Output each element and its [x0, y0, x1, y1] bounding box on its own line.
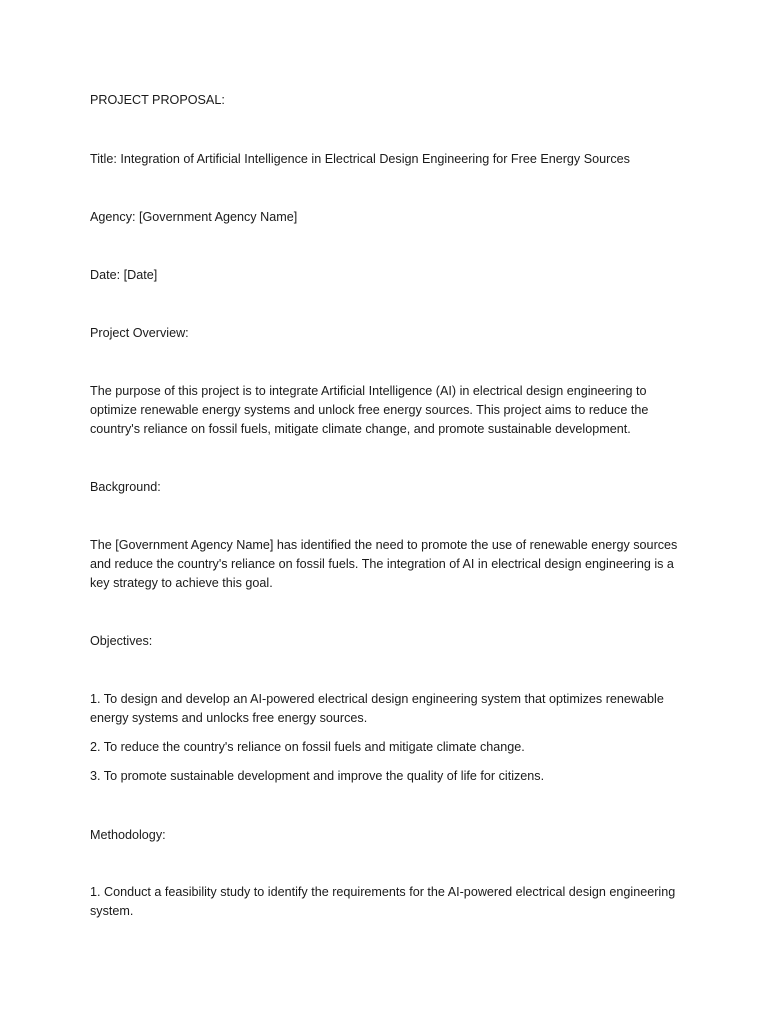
methodology-item: 1. Conduct a feasibility study to identify the requirements for the AI-powered electrical design engineering system. — [90, 885, 676, 918]
methodology-heading: Methodology: — [90, 828, 166, 842]
agency-line: Agency: [Government Agency Name] — [90, 210, 298, 224]
methodology-list — [90, 883, 685, 931]
objective-item: 2. To reduce the country's reliance on fossil fuels and mitigate climate change. — [90, 740, 525, 754]
background-paragraph: The [Government Agency Name] has identified the need to promote the use of renewable energy sources and reduce the country's reliance on fossil fuels. The integration of AI in electrical design engineering is a key strategy to achieve this goal. — [90, 538, 678, 590]
proposal-title: Title: Integration of Artificial Intelligence in Electrical Design Engineering for Free Energy Sources — [90, 152, 630, 166]
proposal-heading: PROJECT PROPOSAL: — [90, 93, 225, 107]
overview-paragraph: The purpose of this project is to integrate Artificial Intelligence (AI) in electrical design engineering to optimize renewable energy systems and unlock free energy sources. This project aims to reduce the country's reliance on fossil fuels, mitigate climate change, and promote sustainable development. — [90, 384, 649, 436]
overview-heading: Project Overview: — [90, 326, 189, 340]
background-heading: Background: — [90, 480, 161, 494]
objective-item: 3. To promote sustainable development and improve the quality of life for citizens. — [90, 769, 545, 783]
objectives-heading: Objectives: — [90, 634, 153, 648]
objective-item: 1. To design and develop an AI-powered electrical design engineering system that optimizes renewable energy systems and unlocks free energy sources. — [90, 692, 664, 725]
date-line: Date: [Date] — [90, 268, 158, 282]
objectives-list — [90, 690, 685, 796]
